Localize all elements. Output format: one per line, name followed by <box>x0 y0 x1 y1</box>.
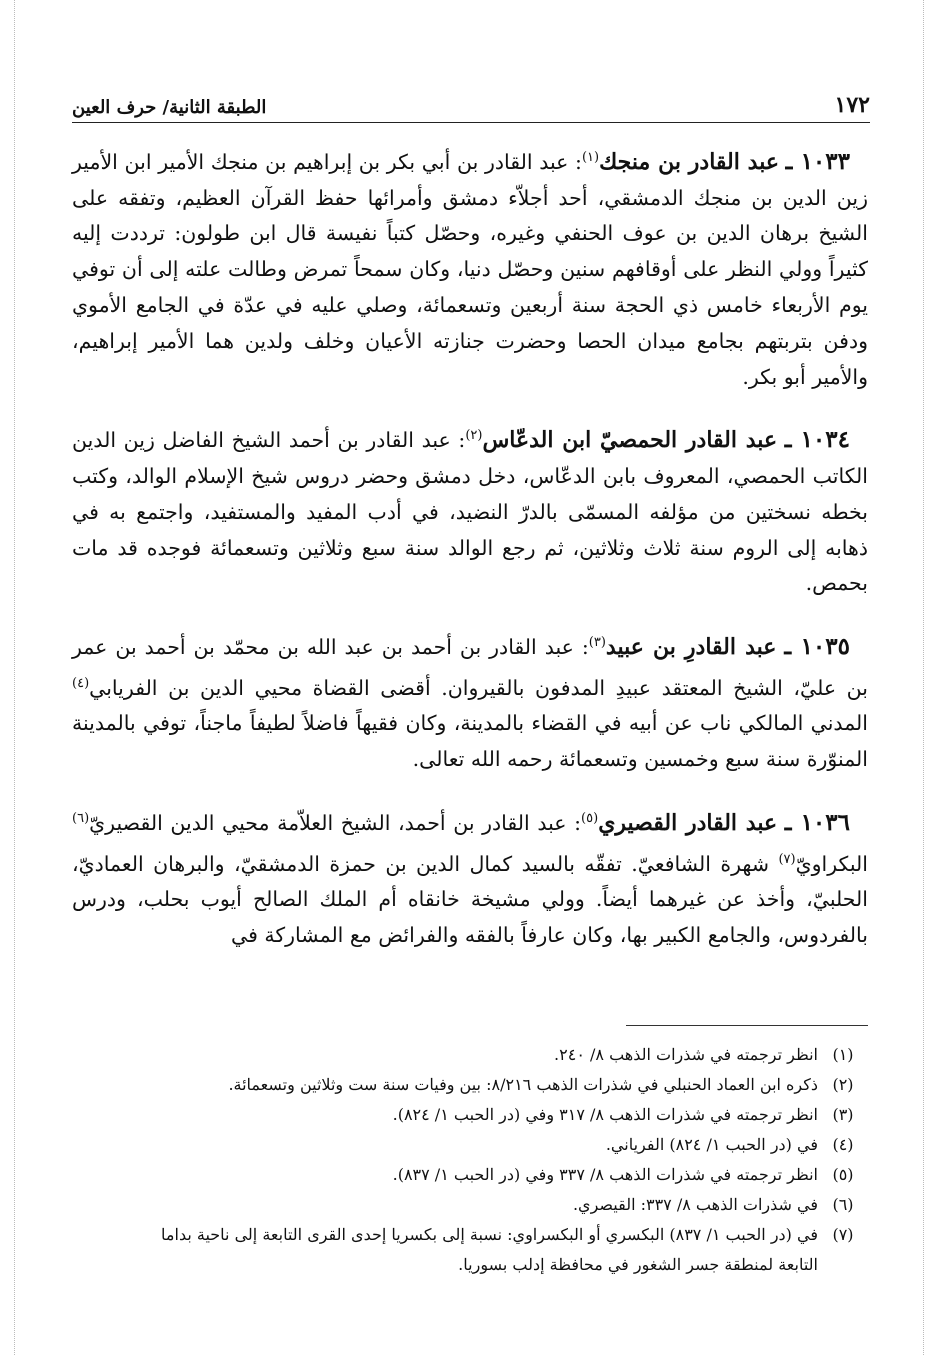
entry-number: ١٠٣٥ ـ <box>784 633 850 661</box>
entry-name: عبد القادر القصيري <box>598 809 778 836</box>
page-header <box>72 86 870 123</box>
entry-number: ١٠٣٤ ـ <box>784 426 850 454</box>
footnotes <box>72 1040 868 1280</box>
footnote-text: انظر ترجمته في شذرات الذهب ٨/ ٣٣٧ وفي (در الحبب ١/ ٨٣٧). <box>392 1165 818 1184</box>
entry-name: عبد القادرِ بن عبيد <box>605 634 777 661</box>
footnote-text: انظر ترجمته في شذرات الذهب ٨/ ٣١٧ وفي (در الحبب ١/ ٨٢٤). <box>392 1105 818 1124</box>
entry-text: : عبد القادر بن أبي بكر بن إبراهيم بن منجك الأمير ابن الأمير زين الدين بن منجك الدمشقي، أحد أجلاّء دمشق وأمرائها حفظ القرآن العظيم، وتفقه على الشيخ برهان الدين بن عوف الحنفي وغيره، وحصّل كتباً نفيسة قال ابن طولون: ترددت إليه كثيراً وولي النظر على أوقافهم سنين وحصّل دنيا، وكان سمحاً تمرض وطالت علته إلى أن توفي يوم الأربعاء خامس ذي الحجة سنة أربعين وتسعمائة، وصلي عليه في عدّة في الجامع الأموي ودفن بتربتهم بجامع ميدان الحصا وحضرت جنازته الأعيان وخلف ولدين هما الأمير إبراهيم، والأمير أبو بكر. <box>72 149 868 389</box>
footnote-ref: (٥) <box>581 811 599 827</box>
footnote-text: في (در الحبب ١/ ٨٣٧) البكسري أو البكسراوي: نسبة إلى بكسريا إحدى القرى التابعة إلى ناحية بداما <box>161 1225 818 1244</box>
footnote-number: (٦) <box>832 1195 854 1214</box>
entry-text: شهرة الشافعيّ. تفقّه بالسيد كمال الدين بن حمزة الدمشقيّ، والبرهان العماديّ، الحلبيّ، وأخذ عن غيرهما أيضاً. وولي مشيخة خانقاه أم الملك الصالح أيوب بحلب، ودرس بالفردوس، والجامع الكبير بها، وكان عارفاً بالفقه والفرائض مع المشاركة في <box>72 851 868 948</box>
entry-text: : عبد القادر بن أحمد الشيخ الفاضل زين الدين الكاتب الحمصي، المعروف بابن الدعّاس، دخل دمشق وحضر دروس شيخ الإسلام الوالد، وكتب بخطه نسختين من مؤلفه المسمّى بالدرّ النضيد، في أدب المفيد والمستفيد، واجتمع به في ذهابه إلى الروم سنة ثلاث وثلاثين، ثم رجع الوالد سنة سبع وثلاثين وتسعمائة فوجده قد مات بحمص. <box>72 428 868 596</box>
footnote-number: (٤) <box>832 1135 854 1154</box>
entry-name: عبد القادر الحمصيّ ابن الدعّاس <box>482 427 778 454</box>
footnote-number: (٧) <box>832 1225 854 1244</box>
entry-text: البكراويّ <box>795 851 868 876</box>
footnote-separator <box>626 1025 868 1026</box>
entry-1036 <box>72 801 868 954</box>
entry-text: : عبد القادر بن أحمد، الشيخ العلاّمة محيي الدين القصيريّ <box>89 810 582 835</box>
entry-1033 <box>72 140 868 395</box>
footnote-ref: (٣) <box>588 635 606 651</box>
page-number: ١٧٢ <box>834 92 870 118</box>
footnote-number: (٢) <box>832 1075 854 1094</box>
footnote-ref: (٧) <box>778 851 796 867</box>
footnote-number: (١) <box>832 1045 854 1064</box>
footnote-text: انظر ترجمته في شذرات الذهب ٨/ ٢٤٠. <box>554 1045 818 1064</box>
entry-1034 <box>72 418 868 602</box>
entry-name: عبد القادر بن منجك <box>599 148 779 175</box>
footnote-ref: (١) <box>581 150 600 165</box>
main-text <box>72 140 868 977</box>
footnote-ref: (٤) <box>72 675 90 691</box>
scan-margin-dots-left <box>14 0 15 1355</box>
footnote <box>72 1160 868 1190</box>
footnote-text: في شذرات الذهب ٨/ ٣٣٧: القيصري. <box>572 1195 818 1214</box>
entry-text: المدني المالكي ناب عن أبيه في القضاء بالمدينة، وكان فقيهاً فاضلاً لطيفاً ماجناً، توفي بالمدينة المنوّرة سنة سبع وخمسين وتسعمائة رحمه الله تعالى. <box>72 711 868 772</box>
footnote <box>72 1130 868 1160</box>
footnote-ref: (٦) <box>72 811 90 827</box>
footnote <box>72 1100 868 1130</box>
running-title: الطبقة الثانية/ حرف العين <box>72 97 267 118</box>
footnote-text: في (در الحبب ١/ ٨٢٤) الفرياني. <box>605 1135 818 1154</box>
scan-margin-dots-right <box>923 0 924 1355</box>
footnote-text: ذكره ابن العماد الحنبلي في شذرات الذهب ٨/٢١٦: بين وفيات سنة ست وثلاثين وتسعمائة. <box>228 1075 818 1094</box>
footnote <box>72 1220 868 1280</box>
footnote <box>72 1040 868 1070</box>
footnote-text-continuation: التابعة لمنطقة جسر الشغور في محافظة إدلب بسوريا. <box>458 1255 818 1274</box>
entry-text: : عبد القادر بن أحمد بن عبد الله بن محمّد بن أحمد بن عمر بن عليّ، الشيخ المعتقد عبيدِ المدفون بالقيروان. أقضى القضاة محيي الدين بن الفريابي <box>72 635 868 700</box>
footnote-number: (٥) <box>832 1165 854 1184</box>
footnote <box>72 1190 868 1220</box>
footnote <box>72 1070 868 1100</box>
entry-number: ١٠٣٦ ـ <box>784 808 850 836</box>
entry-1035 <box>72 625 868 778</box>
footnote-ref: (٢) <box>465 428 483 444</box>
footnote-number: (٣) <box>832 1105 854 1124</box>
entry-number: ١٠٣٣ ـ <box>785 147 850 175</box>
